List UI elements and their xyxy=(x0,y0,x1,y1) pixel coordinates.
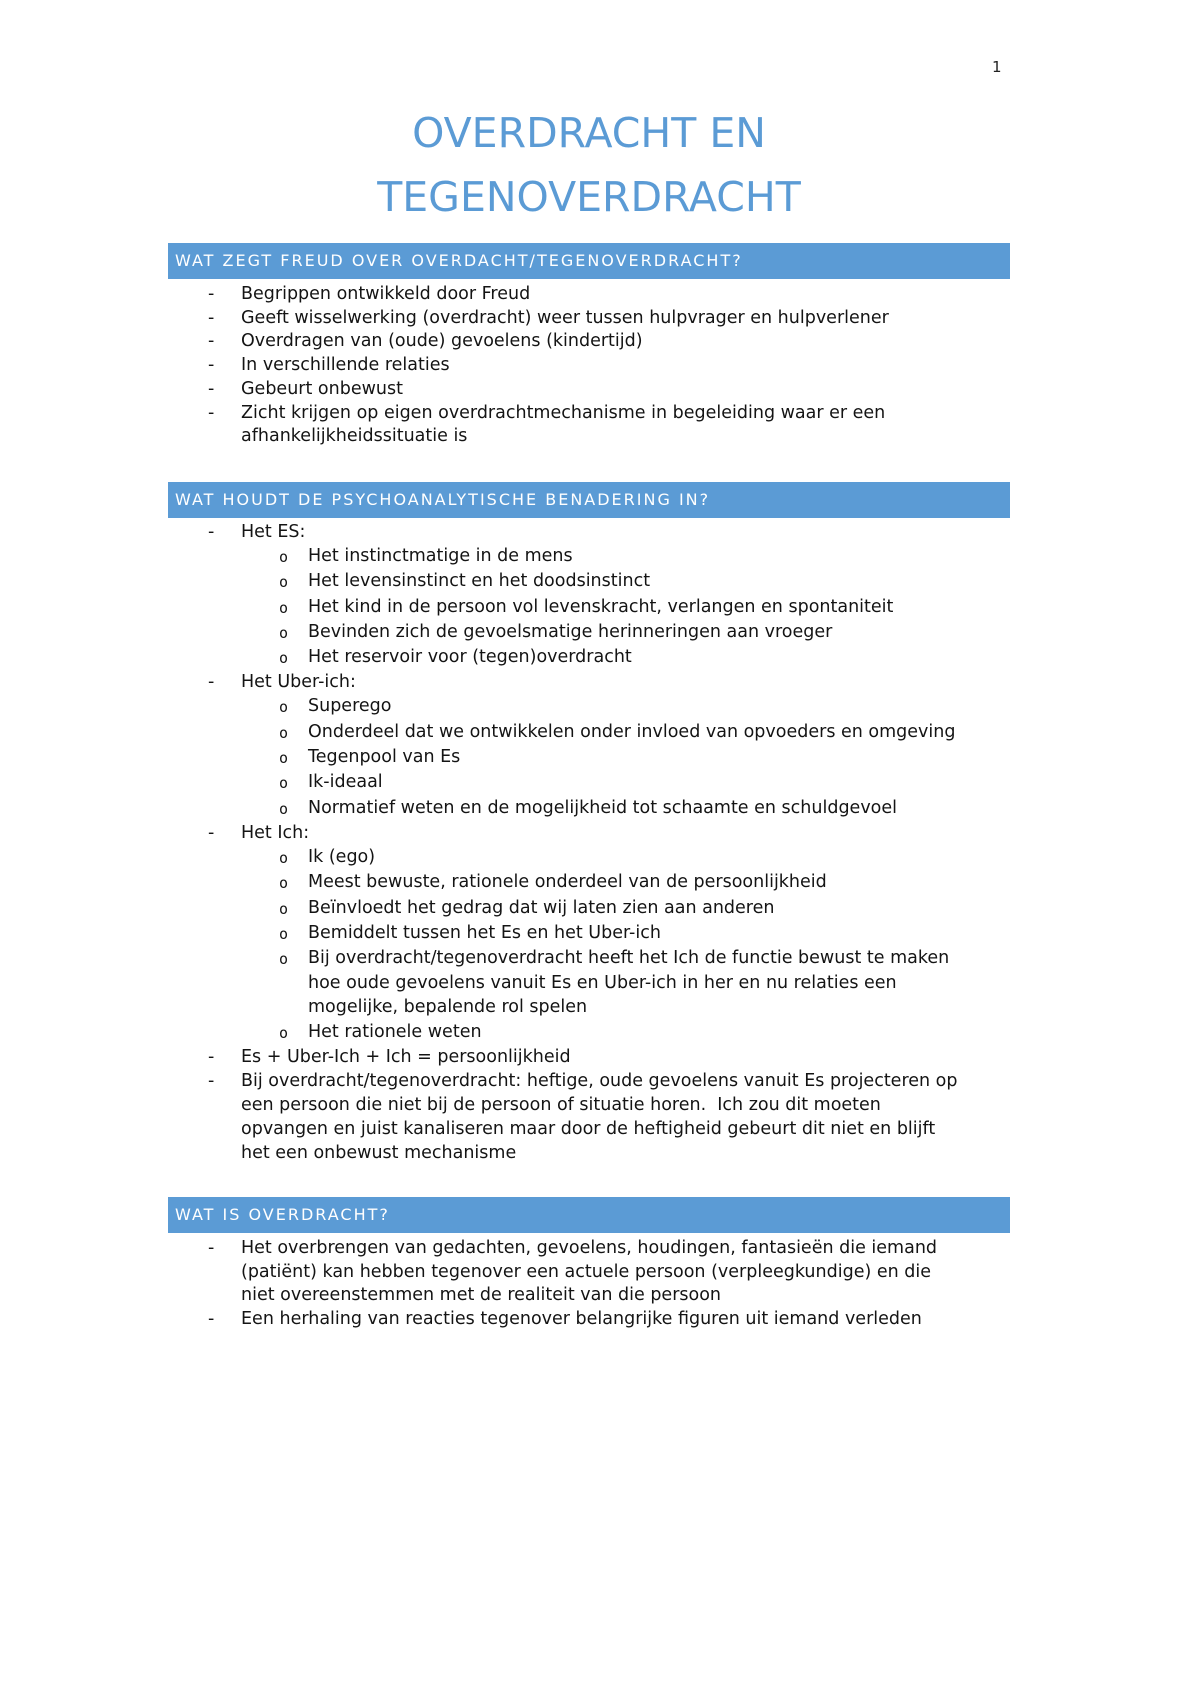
sub-item-text: Het levensinstinct en het doodsinstinct xyxy=(308,571,651,592)
sub-item-text: Het rationele weten xyxy=(308,1021,482,1042)
sub-list-item xyxy=(0,870,1200,895)
sub-item-text: Tegenpool van Es xyxy=(308,747,461,768)
section-heading-psychoanalytic: WAT HOUDT DE PSYCHOANALYTISCHE BENADERING IN? xyxy=(168,482,1010,518)
sub-item-text: Bij overdracht/tegenoverdracht heeft het Ich de functie bewust te maken hoe oude gevoelens vanuit Es en Uber-ich in her en nu relaties een mogelijke, bepalende rol spelen xyxy=(308,948,950,1018)
circle-bullet: o xyxy=(279,749,289,768)
sub-item-text: Onderdeel dat we ontwikkelen onder invloed van opvoeders en omgeving xyxy=(308,721,956,742)
sub-item-text: Superego xyxy=(308,696,392,717)
sub-item-text: Het instinctmatige in de mens xyxy=(308,546,573,566)
sub-list xyxy=(0,694,1200,820)
title-line-2: TEGENOVERDRACHT xyxy=(377,173,801,221)
list-item-text: Geeft wisselwerking (overdracht) weer tussen hulpvrager en hulpverlener xyxy=(241,307,889,328)
bullet-list-overdracht xyxy=(0,1237,1200,1332)
sub-item-text: Het kind in de persoon vol levenskracht, verlangen en spontaniteit xyxy=(308,596,894,617)
sub-item-text: Ik-ideaal xyxy=(308,772,383,793)
list-item-text: Begrippen ontwikkeld door Freud xyxy=(241,284,531,304)
list-item-text: In verschillende relaties xyxy=(241,355,450,376)
list-item xyxy=(0,402,1200,449)
section-heading-freud: WAT ZEGT FREUD OVER OVERDACHT/TEGENOVERDRACHT? xyxy=(168,243,1010,279)
sub-list-item xyxy=(0,595,1200,620)
dash-bullet: - xyxy=(208,672,215,693)
circle-bullet: o xyxy=(279,649,289,668)
title-line-1: OVERDRACHT EN xyxy=(412,109,766,157)
sub-list-item xyxy=(0,720,1200,745)
list-item xyxy=(0,1069,1200,1165)
list-item xyxy=(0,283,1200,307)
dash-bullet: - xyxy=(208,355,215,376)
sub-item-text: Meest bewuste, rationele onderdeel van de persoonlijkheid xyxy=(308,872,827,893)
document-title xyxy=(168,101,1010,229)
circle-bullet: o xyxy=(279,698,289,717)
circle-bullet: o xyxy=(279,799,289,818)
sub-list-item xyxy=(0,694,1200,719)
sub-list-item xyxy=(0,845,1200,870)
dash-bullet: - xyxy=(208,378,215,399)
list-item xyxy=(0,1237,1200,1308)
sub-list-item xyxy=(0,796,1200,821)
list-item-text: Een herhaling van reacties tegenover belangrijke figuren uit iemand verleden xyxy=(241,1309,922,1330)
list-item-text: Het Uber-ich: xyxy=(241,672,356,693)
sub-list-item xyxy=(0,946,1200,1020)
sub-item-text: Het reservoir voor (tegen)overdracht xyxy=(308,647,632,668)
dash-bullet: - xyxy=(208,522,215,542)
circle-bullet: o xyxy=(279,573,289,592)
circle-bullet: o xyxy=(279,874,289,893)
dash-bullet: - xyxy=(208,1238,215,1258)
list-item xyxy=(0,378,1200,402)
circle-bullet: o xyxy=(279,848,289,867)
sub-list-item xyxy=(0,770,1200,795)
list-item xyxy=(0,307,1200,331)
sub-list-item xyxy=(0,544,1200,569)
circle-bullet: o xyxy=(279,950,289,969)
list-item-text: Het ES: xyxy=(241,522,306,542)
sub-list-item xyxy=(0,745,1200,770)
sub-item-text: Beïnvloedt het gedrag dat wij laten zien aan anderen xyxy=(308,897,775,918)
circle-bullet: o xyxy=(279,924,289,943)
list-item-text: Het overbrengen van gedachten, gevoelens, houdingen, fantasieën die iemand (patiënt) kan hebben tegenover een actuele persoon (verpleegkundige) en die niet overeenstemmen met de realiteit van die persoon xyxy=(241,1238,938,1306)
circle-bullet: o xyxy=(279,548,289,566)
sub-list-item xyxy=(0,1020,1200,1045)
circle-bullet: o xyxy=(279,899,289,918)
list-item xyxy=(0,330,1200,354)
list-item-text: Es + Uber-Ich + Ich = persoonlijkheid xyxy=(241,1046,571,1067)
list-item xyxy=(0,1308,1200,1332)
dash-bullet: - xyxy=(208,1309,215,1330)
dash-bullet: - xyxy=(208,307,215,328)
sub-item-text: Bevinden zich de gevoelsmatige herinneringen aan vroeger xyxy=(308,621,833,642)
sub-list-item xyxy=(0,896,1200,921)
circle-bullet: o xyxy=(279,723,289,742)
sub-list-item xyxy=(0,569,1200,594)
list-item xyxy=(0,1045,1200,1069)
list-item-es xyxy=(0,520,1200,670)
sub-list-item xyxy=(0,620,1200,645)
circle-bullet: o xyxy=(279,623,289,642)
dash-bullet: - xyxy=(208,331,215,352)
dash-bullet: - xyxy=(208,284,215,304)
sub-list xyxy=(0,544,1200,670)
bullet-list-freud xyxy=(0,283,1200,449)
bullet-list-psychoanalytic xyxy=(0,520,1200,1165)
sub-list-item xyxy=(0,921,1200,946)
dash-bullet: - xyxy=(208,402,215,423)
sub-list xyxy=(0,845,1200,1045)
circle-bullet: o xyxy=(279,1023,289,1042)
list-item-text: Het Ich: xyxy=(241,822,310,843)
sub-item-text: Bemiddelt tussen het Es en het Uber-ich xyxy=(308,922,661,943)
circle-bullet: o xyxy=(279,774,289,793)
sub-list-item xyxy=(0,645,1200,670)
sub-item-text: Normatief weten en de mogelijkheid tot schaamte en schuldgevoel xyxy=(308,797,898,818)
dash-bullet: - xyxy=(208,1046,215,1067)
list-item-ich xyxy=(0,821,1200,1045)
list-item-text: Zicht krijgen op eigen overdrachtmechanisme in begeleiding waar er een afhankelijkheidssituatie is xyxy=(241,402,886,447)
page-number: 1 xyxy=(992,58,1002,76)
list-item-uber-ich xyxy=(0,670,1200,820)
sub-item-text: Ik (ego) xyxy=(308,846,376,867)
dash-bullet: - xyxy=(208,1070,215,1091)
section-heading-overdracht: WAT IS OVERDRACHT? xyxy=(168,1197,1010,1233)
circle-bullet: o xyxy=(279,598,289,617)
dash-bullet: - xyxy=(208,822,215,843)
list-item-text: Bij overdracht/tegenoverdracht: heftige, oude gevoelens vanuit Es projecteren op een persoon die niet bij de persoon of situatie horen. Ich zou dit moeten opvangen en juist kanaliseren maar door de heftigheid gebeurt dit niet en blijft het een onbewust mechanisme xyxy=(241,1070,958,1163)
list-item-text: Overdragen van (oude) gevoelens (kindertijd) xyxy=(241,331,643,352)
list-item-text: Gebeurt onbewust xyxy=(241,378,403,399)
list-item xyxy=(0,354,1200,378)
